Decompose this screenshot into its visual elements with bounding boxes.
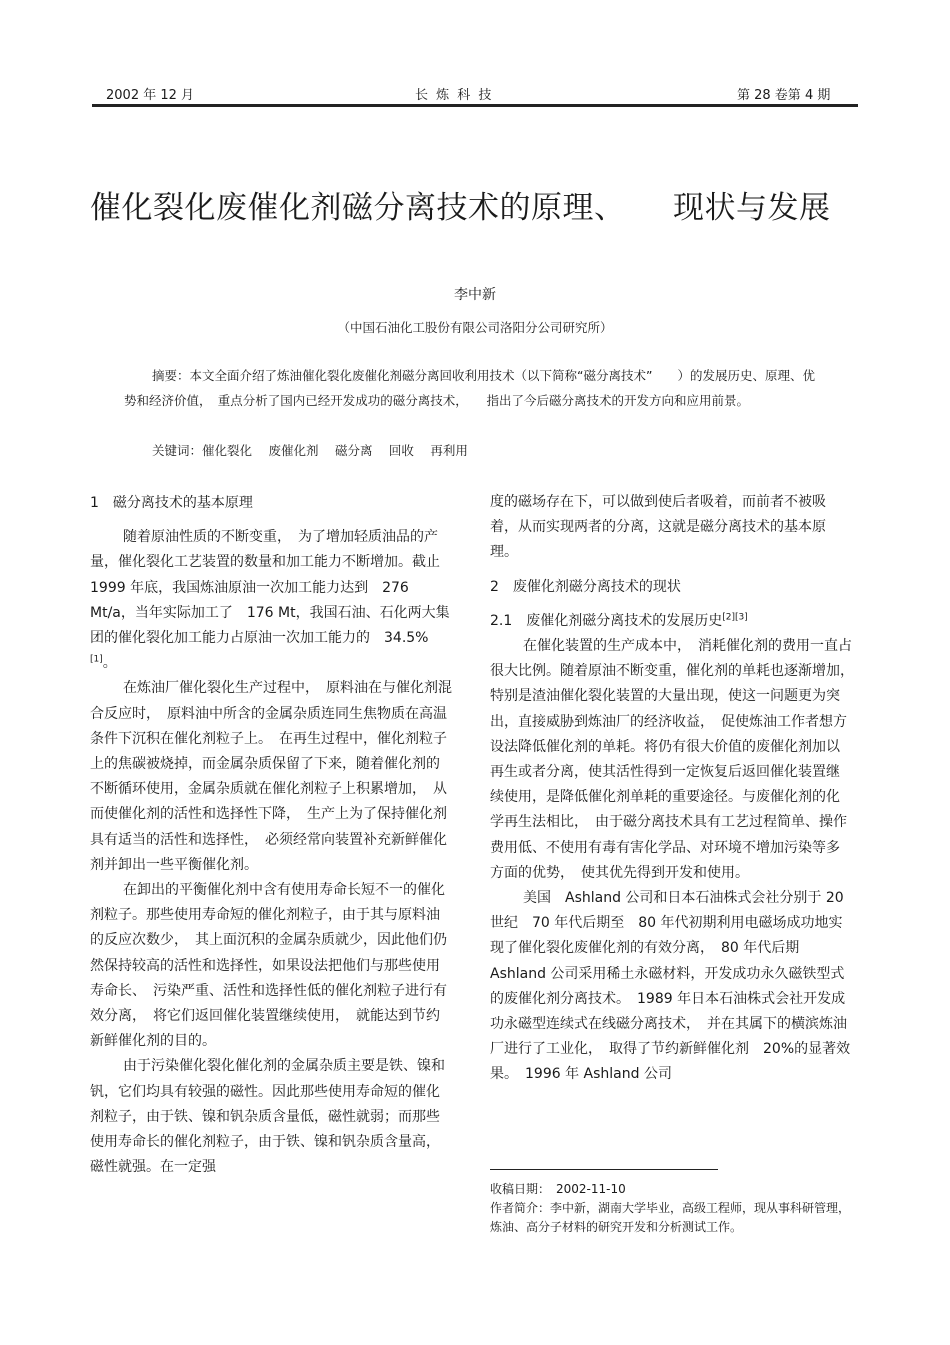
abstract [124,364,824,413]
author: 李中新 [454,287,496,303]
paragraph-4: 由于污染催化裂化催化剂的金属杂质主要是铁、镍和钒，它们均具有较强的磁性。因此那些使用寿命短的催化剂粒子，由于铁、镍和钒杂质含量低，磁性就弱；而那些使用寿命长的催化剂粒子，由于铁、镍和钒杂质含量高，磁性就强。在一定强 [90,1058,445,1176]
header-journal: 长 炼 科 技 [415,88,494,103]
author-bio: 作者简介：李中新，湖南大学毕业，高级工程师，现从事科研管理，炼油、高分子材料的研究开发和分析测试工作。 [490,1201,851,1234]
section-1-heading: 1 磁分离技术的基本原理 [90,495,253,511]
ref-1: [1] [90,654,103,665]
paragraph-3: 在卸出的平衡催化剂中含有使用寿命长短不一的催化剂粒子。那些使用寿命短的催化剂粒子，由于其与原料油的反应次数少， 其上面沉积的金属杂质就少，因此他们仍然保持较高的活性和选择性，如果设法把他们与那些使用寿命长、 污染严重、活性和选择性低的催化剂粒子进行有效分离， 将它们返回催化装置继续使用， 就能达到节约新鲜催化剂的目的。 [90,882,447,1050]
header-rule [92,104,858,107]
paper-title: 催化裂化废催化剂磁分离技术的原理、 现状与发展 [90,190,831,226]
section-2-1-heading: 2.1 废催化剂磁分离技术的发展历史[2][3] [490,612,748,629]
paragraph-1: 随着原油性质的不断变重， 为了增加轻质油品的产量，催化裂化工艺装置的数量和加工能力不断增加。截止 1999 年底，我国炼油原油一次加工能力达到 276 Mt/a，当年实际加工了 176 Mt，我国石油、石化两大集团的催化裂化加工能力占原油一次加工能力的 34.5%[1]。 [90,529,454,672]
left-column [90,491,452,1180]
received-date: 收稿日期： 2002-11-10 [490,1182,626,1196]
right-column [490,490,861,1088]
abstract-label: 摘要： [152,368,190,383]
keywords [124,439,824,464]
header-volume: 第 28 卷第 4 期 [737,88,831,103]
abstract-text: 本文全面介绍了炼油催化裂化废催化剂磁分离回收利用技术（以下简称“磁分离技术” ）的发展历史、原理、优势和经济价值， 重点分析了国内已经开发成功的磁分离技术， 指出了今后磁分离技术的开发方向和应用前景。 [124,368,815,408]
footnote-rule [490,1169,718,1170]
header-date: 2002 年 12 月 [106,88,195,103]
paragraph-2: 在炼油厂催化裂化生产过程中， 原料油在与催化剂混合反应时， 原料油中所含的金属杂质连同生焦物质在高温条件下沉积在催化剂粒子上。 在再生过程中，催化剂粒子上的焦碳被烧掉，而金属杂质保留了下来，随着催化剂的不断循环使用，金属杂质就在催化剂粒子上积累增加， 从而使催化剂的活性和选择性下降， 生产上为了保持催化剂具有适当的活性和选择性， 必须经常向装置补充新鲜催化剂并卸出一些平衡催化剂。 [90,680,452,873]
keywords-text: 催化裂化 废催化剂 磁分离 回收 再利用 [202,443,468,458]
paragraph-6: 美国 Ashland 公司和日本石油株式会社分别于 20 世纪 70 年代后期至 80 年代初期利用电磁场成功地实现了催化裂化废催化剂的有效分离， 80 年代后期 Ashland 公司采用稀土永磁材料，开发成功永久磁铁型式的废催化剂分离技术。 1989 年日本石油株式会社开发成功永磁型连续式在线磁分离技术， 并在其属下的横滨炼油厂进行了工业化， 取得了节约新鲜催化剂 20%的显著效果。 1996 年 Ashland 公司 [490,890,851,1083]
affiliation: （中国石油化工股份有限公司洛阳分公司研究所） [337,320,613,335]
section-2-heading: 2 废催化剂磁分离技术的现状 [490,578,681,595]
paragraph-4-continued: 度的磁场存在下，可以做到使后者吸着，而前者不被吸着，从而实现两者的分离，这就是磁分离技术的基本原理。 [490,494,826,561]
ref-2-3: [2][3] [722,612,748,623]
paragraph-5: 在催化装置的生产成本中， 消耗催化剂的费用一直占很大比例。随着原油不断变重，催化剂的单耗也逐渐增加， 特别是渣油催化裂化装置的大量出现，使这一问题更为突出，直接威胁到炼油厂的经济收益， 促使炼油工作者想方设法降低催化剂的单耗。将仍有很大价值的废催化剂加以再生或者分离，使其活性得到一定恢复后返回催化装置继续使用，是降低催化剂单耗的重要途径。与废催化剂的化学再生法相比， 由于磁分离技术具有工艺过程简单、操作费用低、不使用有毒有害化学品、对环境不增加污染等多方面的优势， 使其优先得到开发和使用。 [490,638,861,881]
keywords-label: 关键词： [152,443,203,458]
